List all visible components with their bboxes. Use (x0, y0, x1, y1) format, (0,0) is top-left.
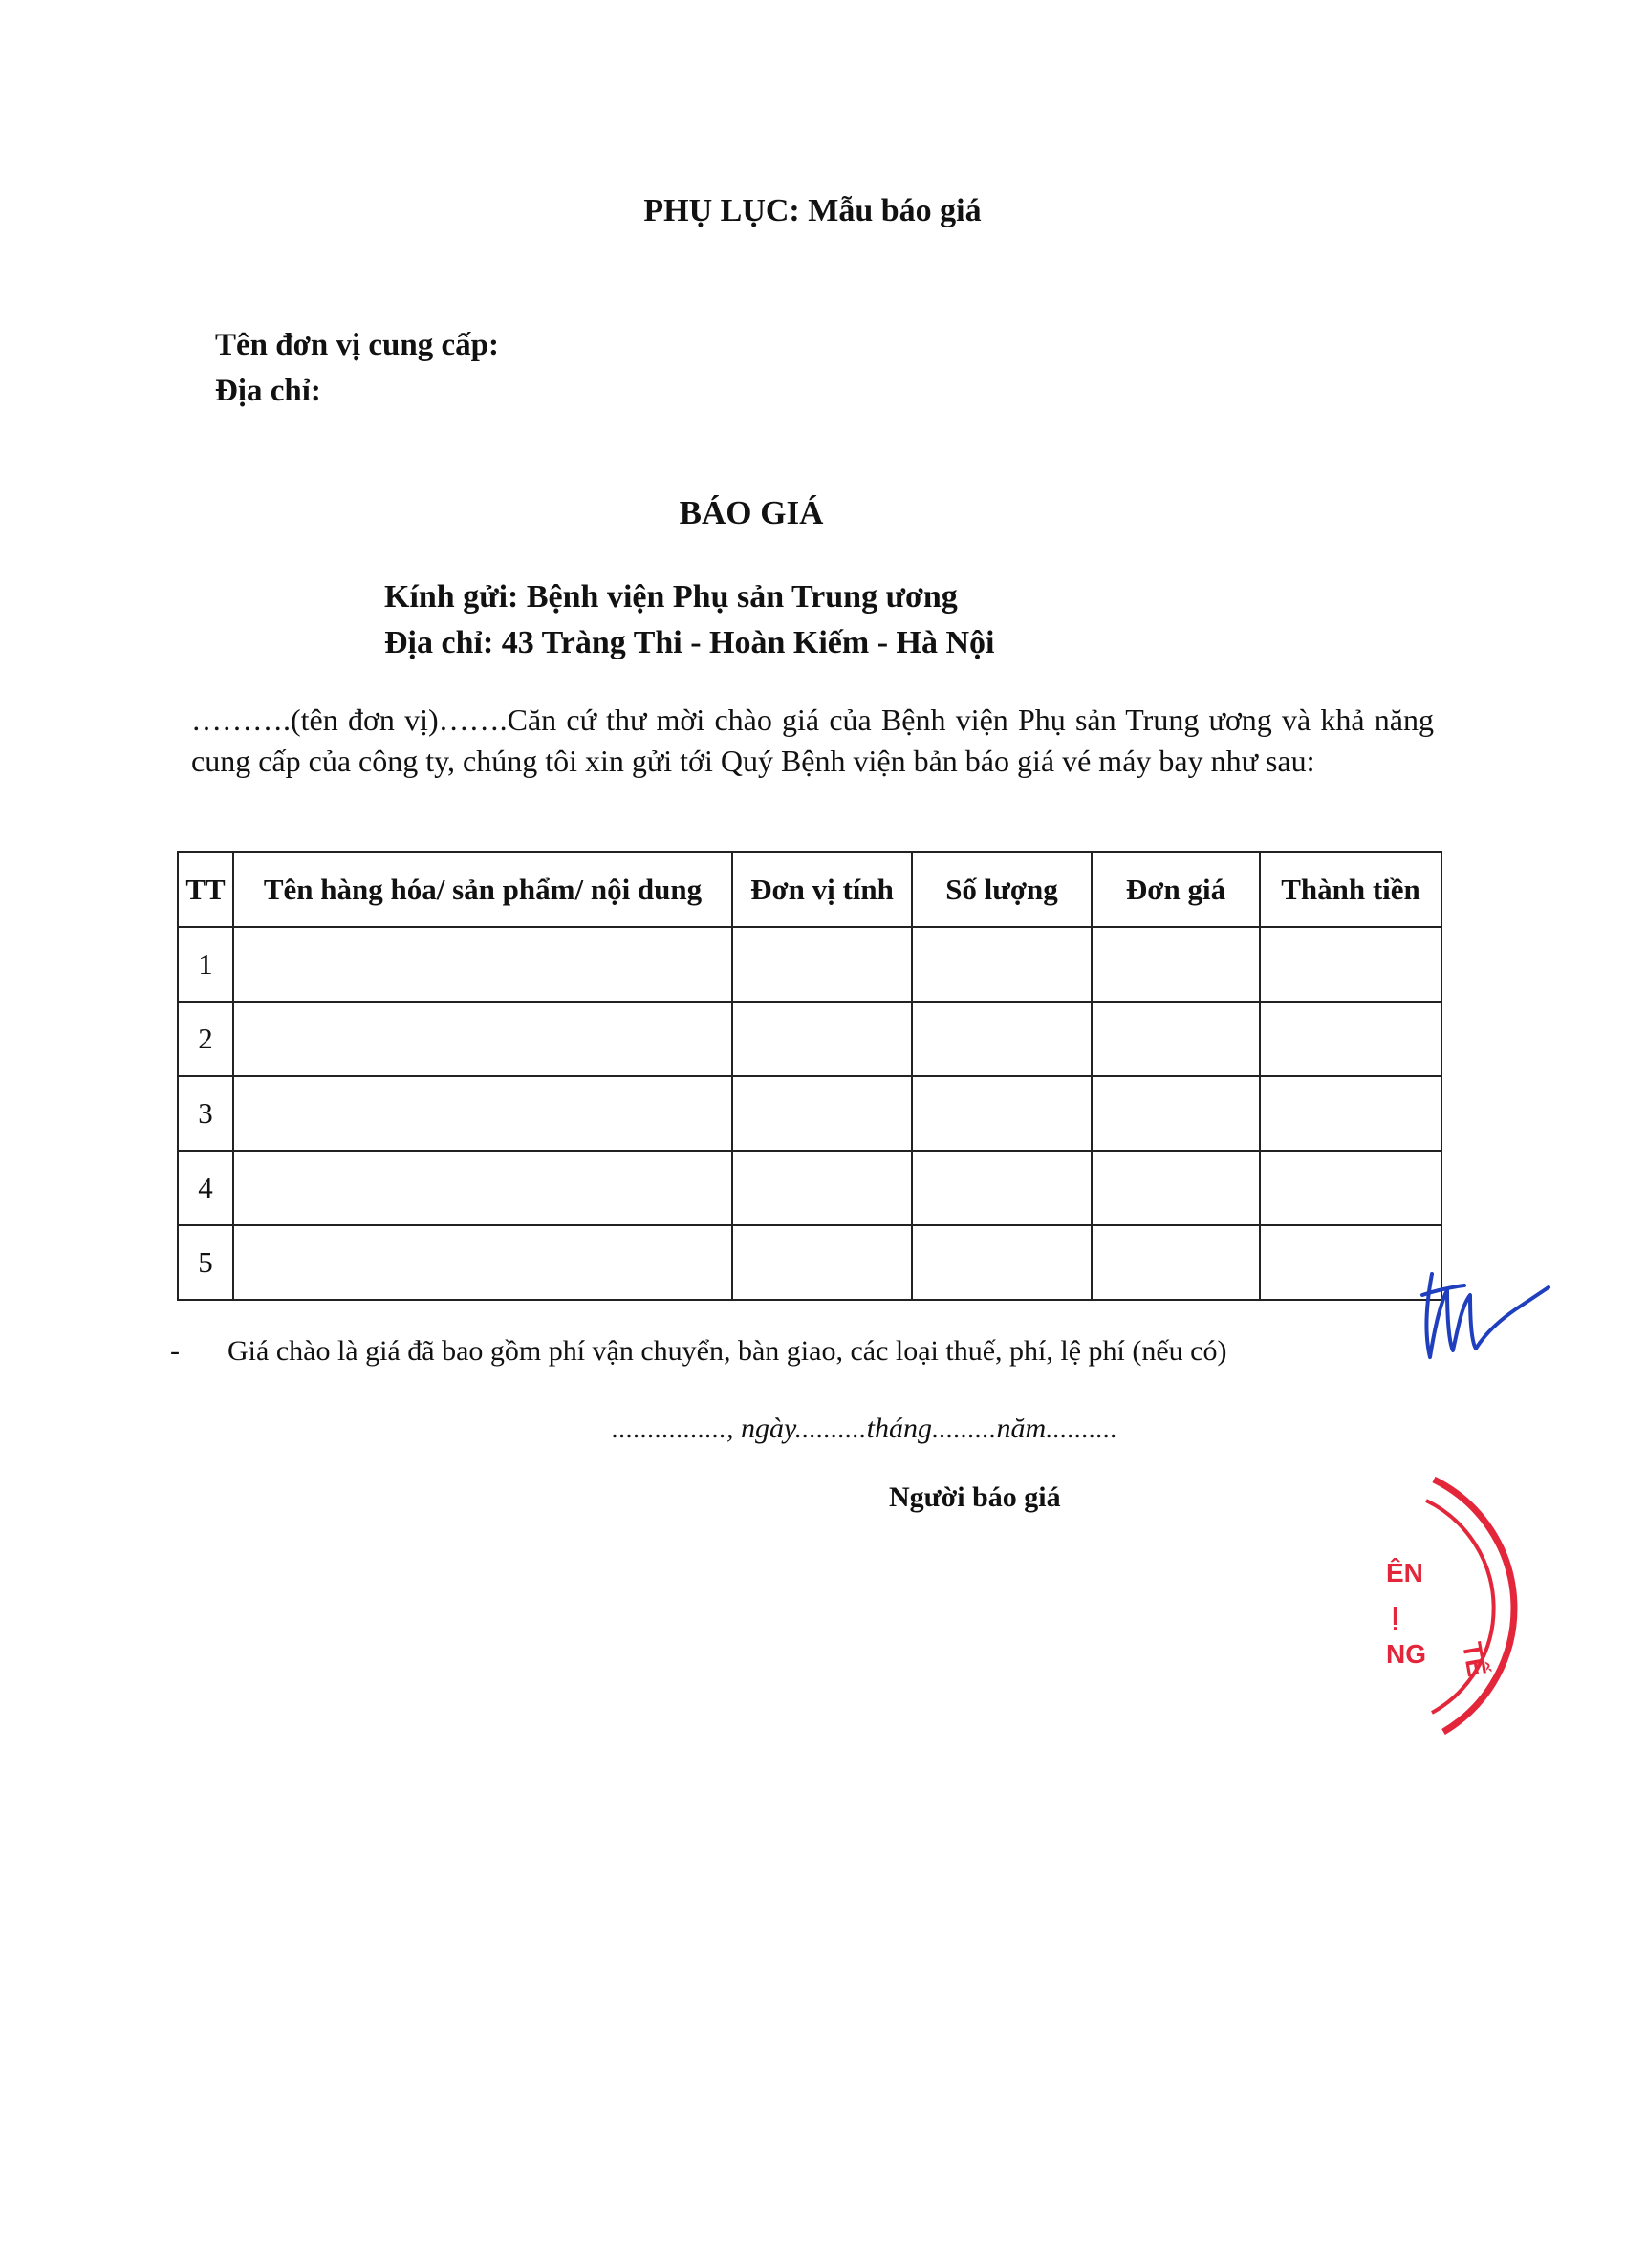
table-row (178, 1076, 1441, 1151)
unit-price-cell (1092, 1225, 1260, 1300)
unit-price-cell (1092, 1002, 1260, 1076)
unit-price-cell (1092, 1076, 1260, 1151)
unit-price-cell (1092, 1151, 1260, 1225)
row-number: 5 (178, 1225, 233, 1300)
col-header-tt: TT (178, 852, 233, 927)
recipient-address: Địa chỉ: 43 Tràng Thi - Hoàn Kiếm - Hà Nội (384, 625, 995, 660)
unit-price-cell (1092, 927, 1260, 1002)
signature-mark (1415, 1266, 1558, 1372)
quantity-cell (912, 1076, 1092, 1151)
table-row (178, 927, 1441, 1002)
price-note (170, 1335, 1226, 1368)
row-number: 2 (178, 1002, 233, 1076)
row-number: 3 (178, 1076, 233, 1151)
table-row (178, 1225, 1441, 1300)
quote-table (177, 851, 1442, 1301)
col-header-unit-price: Đơn giá (1092, 852, 1260, 927)
total-cell (1260, 1151, 1441, 1225)
signature-strokes (1422, 1274, 1549, 1357)
note-bullet: - (170, 1335, 180, 1367)
total-cell (1260, 1076, 1441, 1151)
quantity-cell (912, 927, 1092, 1002)
quantity-cell (912, 1002, 1092, 1076)
svg-text:NG: NG (1386, 1639, 1426, 1669)
item-cell (233, 1151, 732, 1225)
quantity-cell (912, 1225, 1092, 1300)
table-row (178, 1002, 1441, 1076)
item-cell (233, 1225, 732, 1300)
col-header-item: Tên hàng hóa/ sản phẩm/ nội dung (233, 852, 732, 927)
stamp-rings (1426, 1480, 1514, 1732)
recipient-to: Kính gửi: Bệnh viện Phụ sản Trung ương (384, 579, 958, 615)
total-cell (1260, 1002, 1441, 1076)
appendix-title-prefix: PHỤ LỤC: (643, 193, 800, 228)
unit-cell (732, 1002, 912, 1076)
col-header-quantity: Số lượng (912, 852, 1092, 927)
quantity-cell (912, 1151, 1092, 1225)
appendix-title-main: Mẫu báo giá (799, 193, 982, 228)
item-cell (233, 927, 732, 1002)
item-cell (233, 1002, 732, 1076)
intro-paragraph: ……….(tên đơn vị)…….Căn cứ thư mời chào giá của Bệnh viện Phụ sản Trung ương và khả năng cung cấp của công ty, chúng tôi xin gửi tới Quý Bệnh viện bản báo giá vé máy bay như sau: (191, 702, 1434, 778)
unit-cell (732, 1076, 912, 1151)
official-stamp (1367, 1462, 1558, 1749)
svg-text:TẾ: TẾ (1457, 1639, 1492, 1679)
unit-cell (732, 1225, 912, 1300)
vendor-name-label: Tên đơn vị cung cấp: (215, 328, 499, 362)
row-number: 4 (178, 1151, 233, 1225)
vendor-info (215, 322, 499, 414)
recipient-block (384, 574, 994, 666)
col-header-unit: Đơn vị tính (732, 852, 912, 927)
total-cell (1260, 927, 1441, 1002)
stamp-lettering (1386, 1558, 1492, 1678)
quote-heading: BÁO GIÁ (679, 494, 824, 531)
svg-text:ÊN: ÊN (1386, 1558, 1423, 1588)
appendix-title (0, 193, 1625, 229)
unit-cell (732, 1151, 912, 1225)
note-text: Giá chào là giá đã bao gồm phí vận chuyển, bàn giao, các loại thuế, phí, lệ phí (nếu có) (228, 1335, 1227, 1367)
table-header-row (178, 852, 1441, 927)
svg-text:Ị: Ị (1392, 1601, 1399, 1631)
col-header-total: Thành tiền (1260, 852, 1441, 927)
signer-label: Người báo giá (889, 1481, 1061, 1513)
vendor-address-label: Địa chỉ: (215, 374, 321, 408)
row-number: 1 (178, 927, 233, 1002)
date-line: ................, ngày..........tháng.........năm.......... (612, 1413, 1118, 1444)
item-cell (233, 1076, 732, 1151)
table-row (178, 1151, 1441, 1225)
unit-cell (732, 927, 912, 1002)
